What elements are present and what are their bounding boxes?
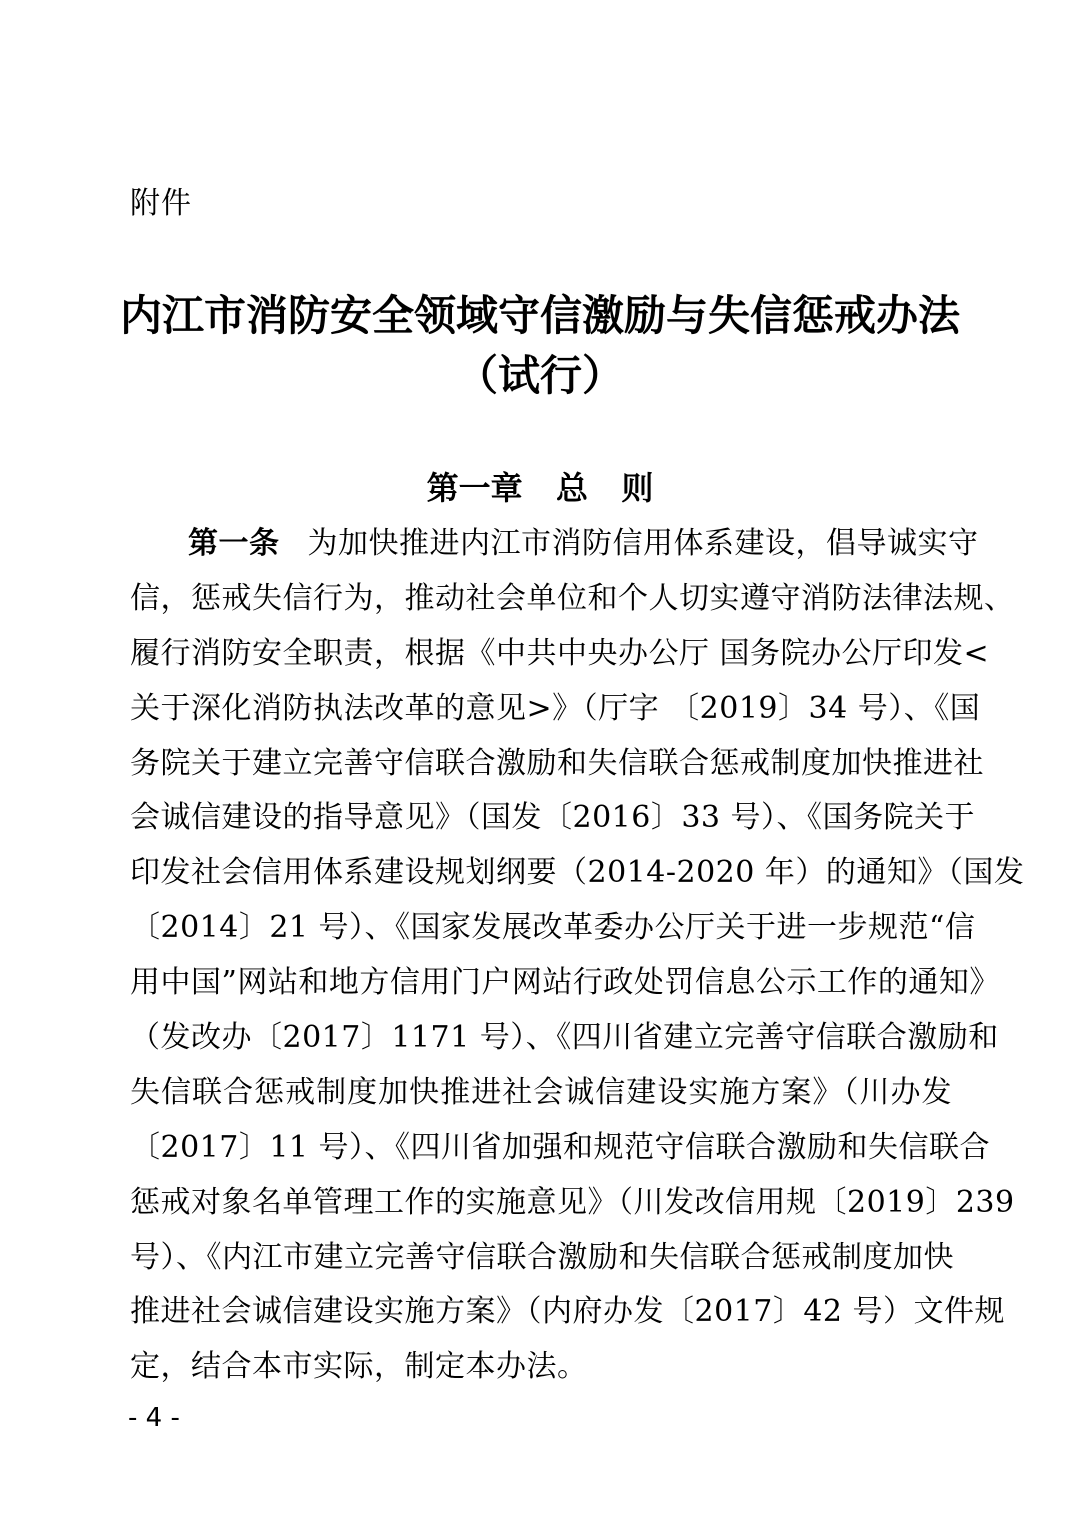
paragraph-line: 务院关于建立完善守信联合激励和失信联合惩戒制度加快推进社 xyxy=(130,745,984,781)
document-title-line-2: （试行） xyxy=(455,351,624,400)
paragraph-line: 印发社会信用体系建设规划纲要（2014-2020 年）的通知》（国发 xyxy=(130,855,1025,891)
paragraph-line: 信，惩戒失信行为，推动社会单位和个人切实遵守消防法律法规、 xyxy=(130,580,1015,616)
paragraph-line: 号）、《内江市建立完善守信联合激励和失信联合惩戒制度加快 xyxy=(130,1239,954,1275)
paragraph-line xyxy=(130,517,979,572)
document-title-line-1: 内江市消防安全领域守信激励与失信惩戒办法 xyxy=(119,291,960,340)
article-one-body xyxy=(130,517,1025,1395)
paragraph-line: 惩戒对象名单管理工作的实施意见》（川发改信用规〔2019〕239 xyxy=(130,1184,1015,1220)
chapter-heading: 第一章 总 则 xyxy=(426,469,654,507)
paragraph-line: 会诚信建设的指导意见》（国发〔2016〕33 号）、《国务院关于 xyxy=(130,800,976,836)
paragraph-line-text: 为加快推进内江市消防信用体系建设，倡导诚实守 xyxy=(307,526,979,561)
paragraph-line: 〔2017〕11 号）、《四川省加强和规范守信联合激励和失信联合 xyxy=(130,1129,991,1165)
paragraph-line: 定，结合本市实际，制定本办法。 xyxy=(130,1349,588,1385)
page-number: - 4 - xyxy=(128,1403,180,1433)
attachment-label: 附件 xyxy=(130,186,192,221)
paragraph-line: 关于深化消防执法改革的意见>》（厅字 〔2019〕34 号）、《国 xyxy=(130,690,981,726)
paragraph-line: 履行消防安全职责，根据《中共中央办公厅 国务院办公厅印发< xyxy=(130,635,990,671)
paragraph-line: （发改办〔2017〕1171 号）、《四川省建立完善守信联合激励和 xyxy=(130,1020,999,1056)
paragraph-line: 失信联合惩戒制度加快推进社会诚信建设实施方案》（川办发 xyxy=(130,1074,952,1110)
paragraph-line: 用中国”网站和地方信用门户网站行政处罚信息公示工作的通知》 xyxy=(130,965,1000,1001)
paragraph-line: 推进社会诚信建设实施方案》（内府办发〔2017〕42 号）文件规 xyxy=(130,1294,1006,1330)
paragraph-line: 〔2014〕21 号）、《国家发展改革委办公厅关于进一步规范“信 xyxy=(130,910,976,946)
article-label: 第一条 xyxy=(188,526,280,561)
